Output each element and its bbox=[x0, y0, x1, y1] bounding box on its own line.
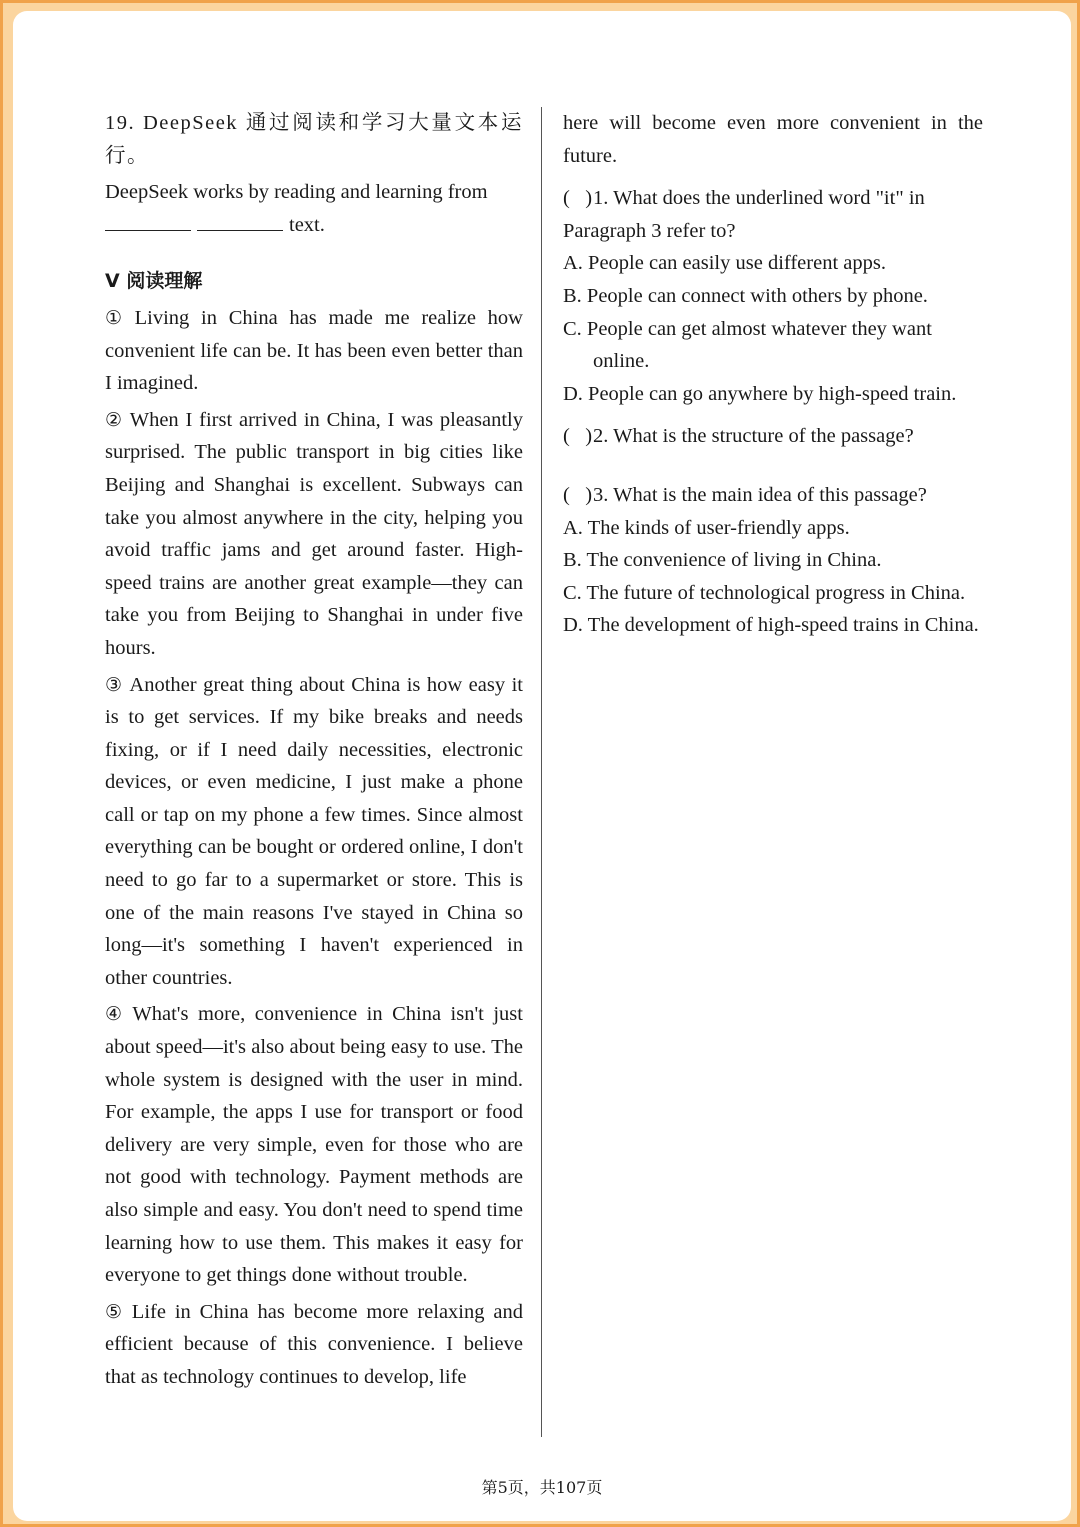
page-footer: 第5页，共107页 bbox=[481, 1478, 603, 1497]
question-3-option-a: A. The kinds of user-friendly apps. bbox=[563, 516, 850, 539]
left-column bbox=[105, 107, 523, 1394]
paragraph-text: Life in China has become more relaxing and efficient because of this convenience. I believe that as technology continues to develop, life bbox=[105, 1300, 523, 1388]
answer-bracket-2[interactable]: ( ) bbox=[563, 425, 593, 448]
column-divider bbox=[541, 107, 542, 1437]
section-title: V 阅读理解 bbox=[105, 270, 203, 293]
question-2 bbox=[563, 420, 983, 453]
question-2-stem: 2. What is the structure of the passage? bbox=[593, 425, 914, 448]
question-1-stem: 1. What does the underlined word "it" in Paragraph 3 refer to? bbox=[563, 187, 925, 242]
passage-paragraph-2 bbox=[105, 404, 523, 665]
question-1 bbox=[563, 182, 983, 247]
passage-paragraph-5 bbox=[105, 1296, 523, 1394]
passage-continuation: here will become even more convenient in the future. bbox=[563, 112, 983, 167]
question-3-option-b: B. The convenience of living in China. bbox=[563, 549, 882, 572]
answer-bracket-3[interactable]: ( ) bbox=[563, 483, 593, 506]
paragraph-number: ① bbox=[105, 306, 129, 329]
paragraph-number: ③ bbox=[105, 673, 124, 696]
answer-bracket-1[interactable]: ( ) bbox=[563, 187, 593, 210]
question-3 bbox=[563, 479, 983, 512]
passage-paragraph-3 bbox=[105, 669, 523, 995]
q19-blank-1[interactable] bbox=[105, 210, 191, 231]
paragraph-number: ④ bbox=[105, 1003, 127, 1026]
q19-blank-2[interactable] bbox=[197, 210, 283, 231]
question-1-option-d: D. People can go anywhere by high-speed train. bbox=[563, 382, 957, 405]
question-1-option-a: A. People can easily use different apps. bbox=[563, 252, 886, 275]
paragraph-text: Another great thing about China is how easy it is to get services. If my bike breaks and needs fixing, or if I need daily necessities, electronic devices, or even medicine, I just make a phone call or tap on my phone a few times. Since almost everything can be bought or ordered online, I don't need to go far to a supermarket or store. This is one of the main reasons I've stayed in China so long—it's something I haven't experienced in other countries. bbox=[105, 673, 524, 989]
question-3-option-c: C. The future of technological progress in China. bbox=[563, 581, 966, 604]
paragraph-text: What's more, convenience in China isn't just about speed—it's also about being easy to use. The whole system is designed with the user in mind. For example, the apps I use for transport or food delivery are very simple, even for those who are not good with technology. Payment methods are also simple and easy. You don't need to spend time learning how to use them. This makes it easy for everyone to get things done without trouble. bbox=[105, 1003, 523, 1287]
q19-english-after: text. bbox=[289, 213, 325, 236]
right-column bbox=[563, 107, 983, 642]
question-3-stem: 3. What is the main idea of this passage? bbox=[593, 483, 927, 506]
question-1-option-b: B. People can connect with others by phone. bbox=[563, 284, 928, 307]
paragraph-text: Living in China has made me realize how convenient life can be. It has been even better than I imagined. bbox=[105, 306, 523, 395]
question-1-option-c: C. People can get almost whatever they want online. bbox=[563, 317, 932, 373]
document-page bbox=[13, 11, 1071, 1521]
q19-english-text: DeepSeek works by reading and learning from bbox=[105, 181, 488, 204]
paragraph-text: When I first arrived in China, I was pleasantly surprised. The public transport in big cities like Beijing and Shanghai is excellent. Subways can take you almost anywhere in the city, helping you avoid traffic jams and get around faster. High-speed trains are another great example—they can take you from Beijing to Shanghai in under five hours. bbox=[105, 408, 523, 659]
question-3-option-d: D. The development of high-speed trains in China. bbox=[563, 614, 979, 637]
passage-paragraph-1 bbox=[105, 302, 523, 400]
paragraph-number: ② bbox=[105, 408, 124, 431]
q19-english bbox=[105, 176, 523, 241]
paragraph-number: ⑤ bbox=[105, 1300, 126, 1323]
passage-paragraph-4 bbox=[105, 998, 523, 1291]
q19-chinese: 19. DeepSeek 通过阅读和学习大量文本运行。 bbox=[105, 112, 523, 167]
